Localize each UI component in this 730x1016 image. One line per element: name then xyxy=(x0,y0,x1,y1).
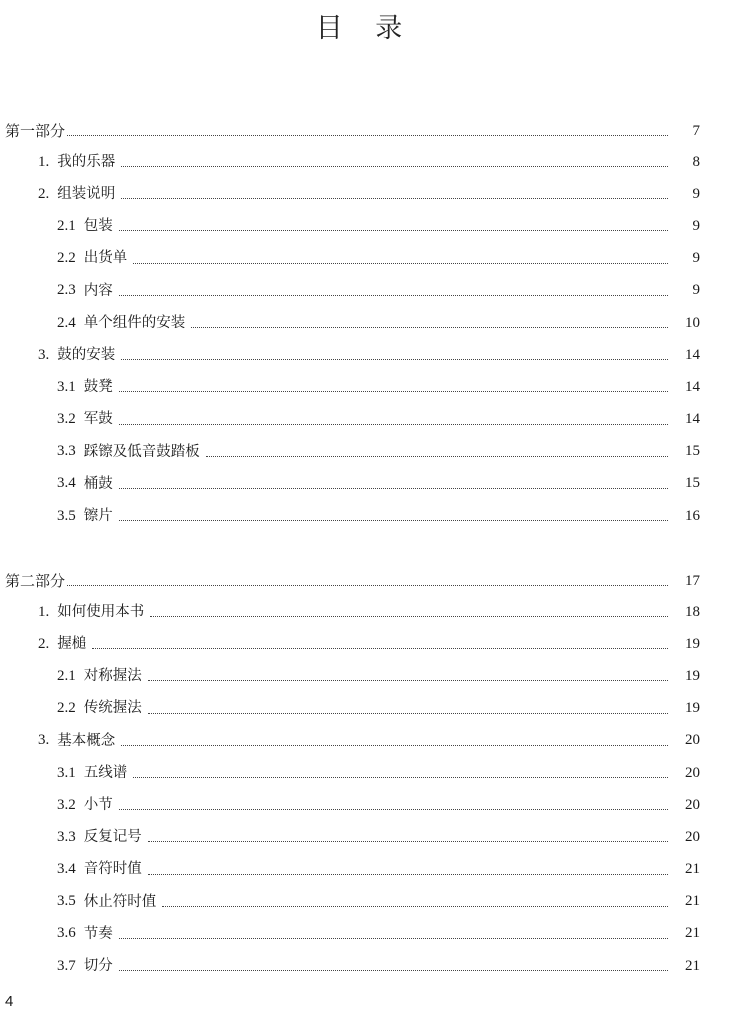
toc-entry-label xyxy=(57,283,113,298)
toc-chapter-entry[interactable] xyxy=(0,725,730,757)
toc-entry-title: 切分 xyxy=(83,957,113,974)
dot-leader xyxy=(119,937,668,939)
toc-entry-number: 2.2 xyxy=(57,250,76,267)
toc-entry-title: 对称握法 xyxy=(83,668,142,685)
dot-leader xyxy=(121,744,668,746)
toc-entry-label xyxy=(38,155,115,170)
toc-entry-label xyxy=(38,733,115,748)
toc-entry-page: 18 xyxy=(685,603,700,620)
toc-entry-title: 踩镲及低音鼓踏板 xyxy=(83,443,200,460)
toc-entry-page: 14 xyxy=(685,378,700,395)
toc-entry-label xyxy=(57,476,113,491)
toc-entry-label xyxy=(57,444,200,459)
toc-section-entry[interactable] xyxy=(0,371,730,403)
toc-section-entry[interactable] xyxy=(0,275,730,307)
dot-leader xyxy=(148,712,668,714)
toc-entry-title: 单个组件的安装 xyxy=(83,314,186,331)
toc-entry-label xyxy=(38,348,115,363)
dot-leader xyxy=(119,229,668,231)
toc-entry-page: 17 xyxy=(685,572,700,589)
toc-section-entry[interactable] xyxy=(0,500,730,532)
toc-entry-number: 3.6 xyxy=(57,925,76,942)
toc-entry-label xyxy=(38,637,86,652)
toc-section-entry[interactable] xyxy=(0,886,730,918)
toc-entry-page: 10 xyxy=(685,314,700,331)
toc-entry-title: 鼓凳 xyxy=(83,379,113,396)
toc-entry-label xyxy=(57,798,113,813)
toc-entry-title: 内容 xyxy=(83,282,113,299)
toc-entry-label xyxy=(57,862,142,877)
toc-entry-number: 3.1 xyxy=(57,378,76,395)
toc-entry-title: 休止符时值 xyxy=(83,893,157,910)
toc-entry-number: 3.5 xyxy=(57,893,76,910)
toc-entry-number: 2.4 xyxy=(57,314,76,331)
toc-chapter-entry[interactable] xyxy=(0,146,730,178)
toc-entry-title: 小节 xyxy=(83,796,113,813)
toc-entry-title: 反复记号 xyxy=(83,829,142,846)
toc-entry-page: 20 xyxy=(685,764,700,781)
toc-section-entry[interactable] xyxy=(0,789,730,821)
toc-entry-page: 14 xyxy=(685,411,700,428)
toc-entry-number: 3.4 xyxy=(57,861,76,878)
toc-entry-page: 9 xyxy=(692,282,700,299)
toc-entry-title: 我的乐器 xyxy=(57,153,116,170)
toc-entry-label xyxy=(57,830,142,845)
dot-leader xyxy=(191,326,668,328)
toc-entry-page: 19 xyxy=(685,700,700,717)
toc-section-entry[interactable] xyxy=(0,468,730,500)
toc-entry-title: 包装 xyxy=(83,218,113,235)
toc-entry-title: 组装说明 xyxy=(57,186,116,203)
dot-leader xyxy=(150,615,668,617)
toc-entry-title: 军鼓 xyxy=(83,411,113,428)
dot-leader xyxy=(121,197,668,199)
toc-entry-title: 桶鼓 xyxy=(83,475,113,492)
toc-entry-title: 音符时值 xyxy=(83,861,142,878)
dot-leader xyxy=(148,873,668,875)
toc-section-entry[interactable] xyxy=(0,243,730,275)
toc-entry-number: 3. xyxy=(38,732,50,749)
dot-leader xyxy=(162,905,668,907)
toc-entry-number: 3.5 xyxy=(57,507,76,524)
toc-part-heading[interactable] xyxy=(0,116,730,146)
toc-entry-page: 9 xyxy=(692,217,700,234)
toc-entry-page: 8 xyxy=(692,153,700,170)
toc-entry-label xyxy=(5,571,66,590)
toc-entry-number: 3.3 xyxy=(57,828,76,845)
toc-entry-page: 9 xyxy=(692,250,700,267)
toc-section-entry[interactable] xyxy=(0,757,730,789)
dot-leader xyxy=(121,165,668,167)
toc-entry-label xyxy=(57,509,113,524)
dot-leader xyxy=(133,262,668,264)
toc-section-entry[interactable] xyxy=(0,821,730,853)
toc-entry-page: 15 xyxy=(685,475,700,492)
toc-chapter-entry[interactable] xyxy=(0,596,730,628)
toc-entry-title: 握槌 xyxy=(57,636,87,653)
page-title: 目 录 xyxy=(315,13,415,44)
toc-entry-number: 2. xyxy=(38,185,50,202)
toc-part-two xyxy=(0,566,730,982)
toc-chapter-entry[interactable] xyxy=(0,628,730,660)
toc-entry-number: 2. xyxy=(38,635,50,652)
toc-chapter-entry[interactable] xyxy=(0,178,730,210)
toc-part-one xyxy=(0,116,730,532)
dot-leader xyxy=(119,969,668,971)
toc-entry-title: 鼓的安装 xyxy=(57,346,116,363)
toc-chapter-entry[interactable] xyxy=(0,339,730,371)
toc-entry-label xyxy=(57,894,156,909)
toc-entry-number: 1. xyxy=(38,153,50,170)
toc-entry-title: 出货单 xyxy=(83,250,128,267)
dot-leader xyxy=(148,679,668,681)
dot-leader xyxy=(119,423,668,425)
dot-leader xyxy=(119,294,668,296)
toc-entry-page: 20 xyxy=(685,732,700,749)
toc-section-entry[interactable] xyxy=(0,404,730,436)
toc-entry-page: 7 xyxy=(692,122,700,139)
toc-section-entry[interactable] xyxy=(0,854,730,886)
toc-entry-label xyxy=(57,219,113,234)
toc-entry-label xyxy=(38,605,144,620)
toc-section-entry[interactable] xyxy=(0,210,730,242)
dot-leader xyxy=(67,584,668,586)
toc-entry-page: 20 xyxy=(685,796,700,813)
toc-entry-number: 3.2 xyxy=(57,796,76,813)
toc-section-entry[interactable] xyxy=(0,307,730,339)
toc-entry-label xyxy=(38,187,115,202)
toc-entry-page: 14 xyxy=(685,346,700,363)
toc-entry-title: 镲片 xyxy=(83,507,113,524)
toc-part-heading[interactable] xyxy=(0,566,730,596)
dot-leader xyxy=(119,808,668,810)
toc-entry-label xyxy=(57,959,113,974)
toc-entry-number: 2.1 xyxy=(57,667,76,684)
toc-entry-number: 2.3 xyxy=(57,282,76,299)
toc-entry-title: 五线谱 xyxy=(83,764,128,781)
dot-leader xyxy=(92,647,668,649)
dot-leader xyxy=(133,776,668,778)
toc-section-entry[interactable] xyxy=(0,918,730,950)
page-number: 4 xyxy=(5,993,14,1010)
toc-entry-page: 19 xyxy=(685,667,700,684)
toc-entry-number: 3.2 xyxy=(57,411,76,428)
toc-entry-label xyxy=(57,316,185,331)
toc-entry-number: 3.3 xyxy=(57,443,76,460)
dot-leader xyxy=(206,455,668,457)
toc-entry-number: 3.4 xyxy=(57,475,76,492)
dot-leader xyxy=(67,134,668,136)
dot-leader xyxy=(119,519,668,521)
toc-entry-page: 21 xyxy=(685,957,700,974)
toc-entry-number: 3.7 xyxy=(57,957,76,974)
toc-entry-title: 第二部分 xyxy=(5,571,66,590)
toc-entry-title: 基本概念 xyxy=(57,732,116,749)
toc-entry-label xyxy=(57,701,142,716)
toc-entry-page: 21 xyxy=(685,925,700,942)
toc-entry-label xyxy=(57,251,127,266)
toc-entry-page: 16 xyxy=(685,507,700,524)
toc-entry-page: 21 xyxy=(685,861,700,878)
toc-entry-label xyxy=(57,380,113,395)
toc-entry-title: 传统握法 xyxy=(83,700,142,717)
toc-entry-page: 21 xyxy=(685,893,700,910)
toc-entry-page: 9 xyxy=(692,185,700,202)
toc-entry-label xyxy=(57,926,113,941)
dot-leader xyxy=(121,358,668,360)
toc-entry-number: 3.1 xyxy=(57,764,76,781)
toc-entry-number: 2.2 xyxy=(57,700,76,717)
toc-entry-label xyxy=(57,412,113,427)
toc-entry-title: 第一部分 xyxy=(5,121,66,140)
toc-entry-label xyxy=(5,121,66,140)
toc-entry-number: 3. xyxy=(38,346,50,363)
toc-entry-page: 20 xyxy=(685,828,700,845)
toc-entry-label xyxy=(57,766,127,781)
toc-section-entry[interactable] xyxy=(0,660,730,692)
dot-leader xyxy=(119,390,668,392)
toc-entry-page: 15 xyxy=(685,443,700,460)
toc-entry-title: 节奏 xyxy=(83,925,113,942)
toc-entry-number: 1. xyxy=(38,603,50,620)
toc-entry-title: 如何使用本书 xyxy=(57,603,145,620)
dot-leader xyxy=(148,840,668,842)
toc-entry-page: 19 xyxy=(685,635,700,652)
toc-section-entry[interactable] xyxy=(0,950,730,982)
toc-entry-label xyxy=(57,669,142,684)
toc-entry-number: 2.1 xyxy=(57,217,76,234)
toc-section-entry[interactable] xyxy=(0,693,730,725)
toc-section-entry[interactable] xyxy=(0,436,730,468)
dot-leader xyxy=(119,487,668,489)
